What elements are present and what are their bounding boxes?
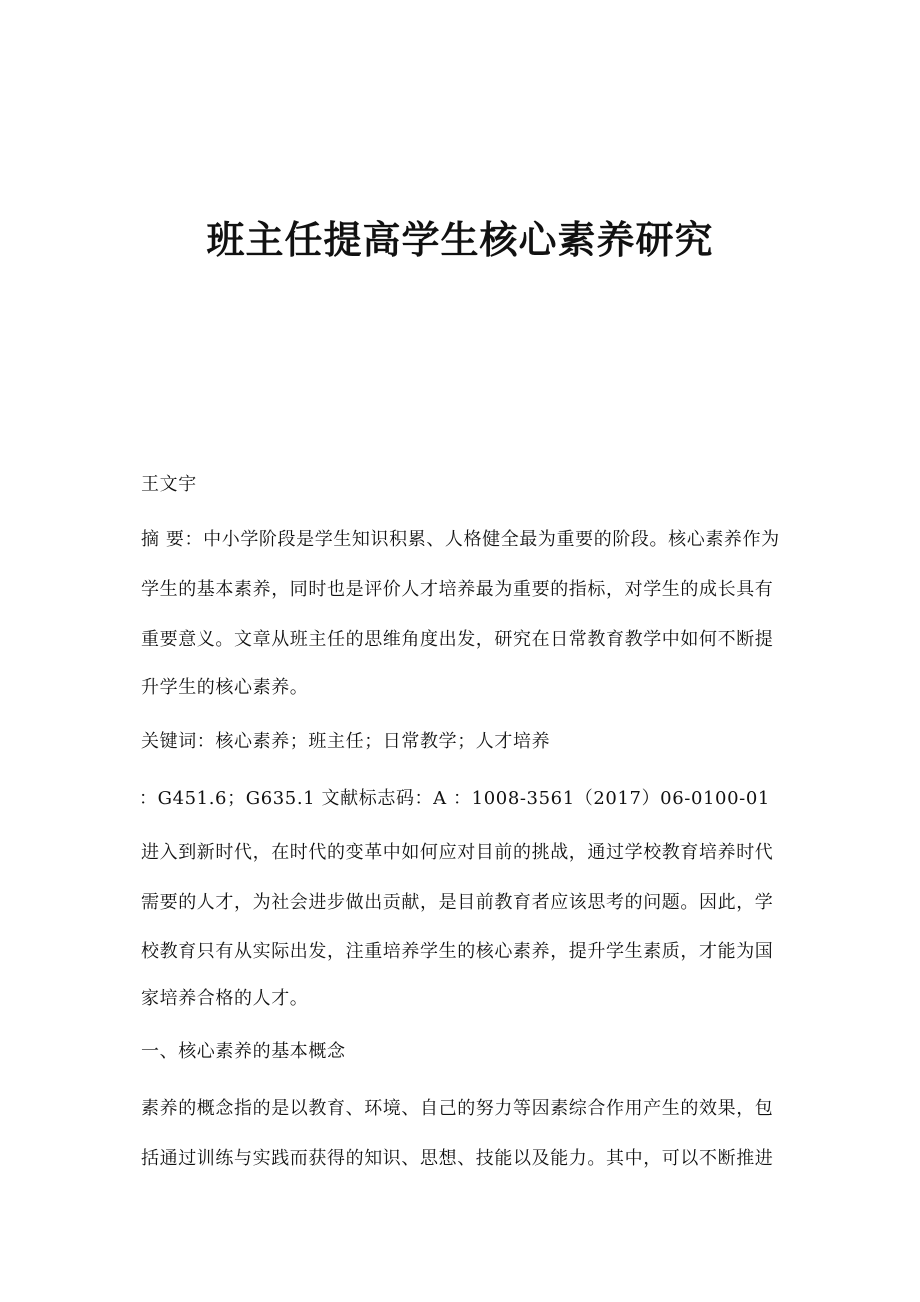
author-name: 王文宇 <box>141 474 197 495</box>
abstract-line: 重要意义。文章从班主任的思维角度出发，研究在日常教育教学中如何不断提 <box>141 629 774 650</box>
keywords: 关键词：核心素养；班主任；日常教学；人才培养 <box>141 731 551 752</box>
paragraph-line: 进入到新时代，在时代的变革中如何应对目前的挑战，通过学校教育培养时代 <box>141 842 774 863</box>
paragraph-line: 素养的概念指的是以教育、环境、自己的努力等因素综合作用产生的效果，包 <box>141 1098 774 1119</box>
section-heading: 一、核心素养的基本概念 <box>141 1041 346 1062</box>
abstract-line: 学生的基本素养，同时也是评价人才培养最为重要的指标，对学生的成长具有 <box>141 579 774 600</box>
paragraph-line: 校教育只有从实际出发，注重培养学生的核心素养，提升学生素质，才能为国 <box>141 941 774 962</box>
paragraph-line: 需要的人才，为社会进步做出贡献，是目前教育者应该思考的问题。因此，学 <box>141 892 774 913</box>
document-title: 班主任提高学生核心素养研究 <box>206 217 714 262</box>
paragraph-line: 家培养合格的人才。 <box>141 988 309 1009</box>
paragraph-line: 括通过训练与实践而获得的知识、思想、技能以及能力。其中，可以不断推进 <box>141 1148 774 1169</box>
classification-codes: ：G451.6；G635.1 文献标志码：A ：1008-3561（2017）06-0100-01 <box>139 788 770 809</box>
abstract-line: 摘 要：中小学阶段是学生知识积累、人格健全最为重要的阶段。核心素养作为 <box>141 529 780 550</box>
abstract-line: 升学生的核心素养。 <box>141 677 309 698</box>
